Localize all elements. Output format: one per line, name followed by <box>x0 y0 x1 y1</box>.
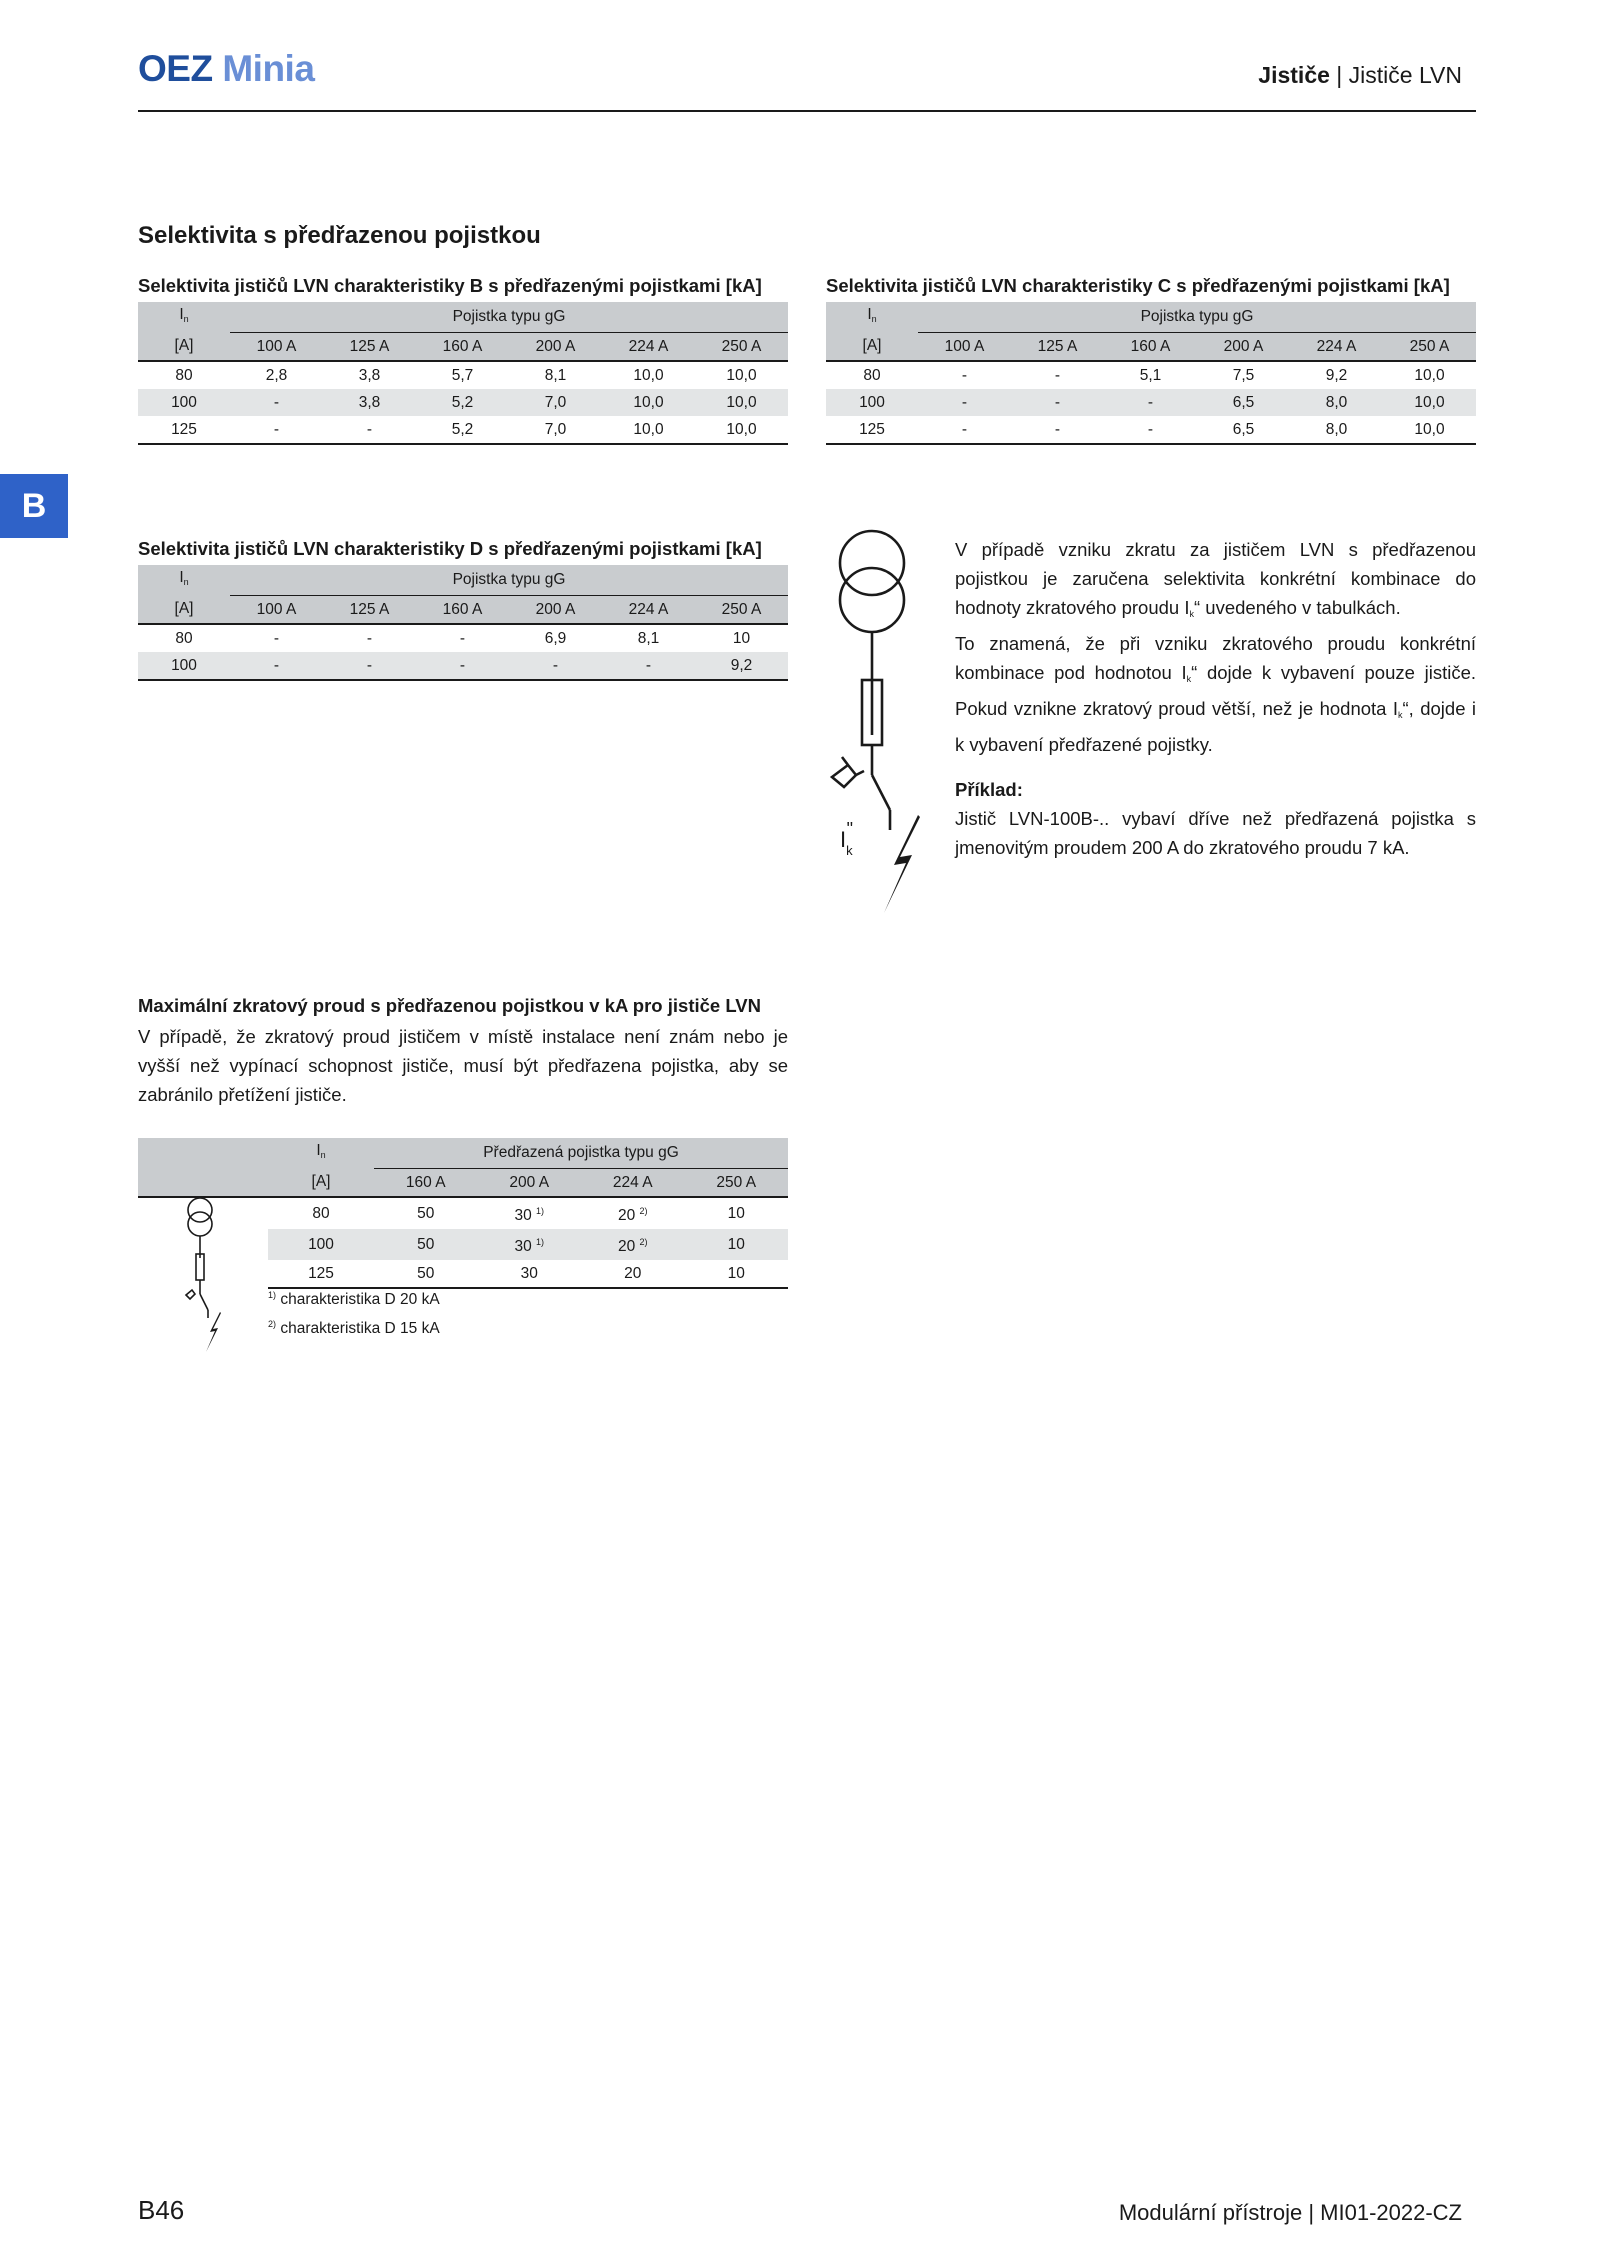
group-header: Pojistka typu gG <box>918 302 1476 332</box>
explanation-p1: V případě vzniku zkratu za jističem LVN s předřazenou pojistkou je zaručena selektivita konkrétní kombinace do hodnoty zkratového proudu $I_k“$ uvedeného v tabulkách. <box>955 539 1476 619</box>
cell: - <box>1104 416 1197 444</box>
footnotes <box>268 1283 440 1341</box>
cell: 20 $^{2)}$ <box>617 1205 648 1224</box>
section-tab: B <box>0 474 68 538</box>
column-header: 100 A <box>918 332 1011 361</box>
cell: 10,0 <box>1383 389 1476 416</box>
cell: 7,5 <box>1232 366 1255 384</box>
cell: 10,0 <box>602 389 695 416</box>
cell: 10,0 <box>695 416 788 444</box>
table-b <box>138 302 788 445</box>
cell: 80 <box>175 629 193 647</box>
group-header: Pojistka typu gG <box>230 565 788 595</box>
cell: 8,1 <box>544 366 567 384</box>
unit-header: [A] <box>138 595 230 624</box>
cell: 5,2 <box>416 416 509 444</box>
diagram-column-header <box>138 1138 268 1168</box>
column-header: 250 A <box>695 332 788 361</box>
cell: 50 <box>374 1229 478 1260</box>
cell: - <box>1011 416 1104 444</box>
table-row <box>826 389 1476 416</box>
cell: 5,2 <box>416 389 509 416</box>
max-section-text: V případě, že zkratový proud jističem v místě instalace není znám nebo je vyšší než vypínací schopnost jističe, musí být předřazena pojistka, aby se zabránilo přetížení jističe. <box>138 1026 788 1105</box>
transformer-coil-upper <box>188 1198 212 1222</box>
cell: 80 <box>863 366 881 384</box>
cell: - <box>961 366 968 384</box>
in-header: $I_n$ <box>138 302 230 332</box>
cell: - <box>230 416 323 444</box>
cell: 5,7 <box>451 366 474 384</box>
cell: 6,5 <box>1197 416 1290 444</box>
column-header: 160 A <box>416 595 509 624</box>
column-header: 224 A <box>581 1168 685 1197</box>
category-name: Jističe LVN <box>1348 62 1462 88</box>
cell: 10 <box>732 629 751 647</box>
header-divider <box>138 110 1476 112</box>
column-header: 224 A <box>1290 332 1383 361</box>
cell: 9,2 <box>1325 366 1348 384</box>
group-header: Pojistka typu gG <box>230 302 788 332</box>
cell: 7,0 <box>509 389 602 416</box>
cell: 10,0 <box>633 366 664 384</box>
in-header: $I_n$ <box>138 565 230 595</box>
page-number: B46 <box>138 2195 185 2225</box>
breaker-switch <box>872 775 890 810</box>
cell: 10,0 <box>602 416 695 444</box>
cell: - <box>230 389 323 416</box>
table-row <box>138 361 788 389</box>
cell: 30 $^{1)}$ <box>514 1205 545 1224</box>
column-header: 224 A <box>602 332 695 361</box>
cell: - <box>918 416 1011 444</box>
cell: 10,0 <box>726 366 757 384</box>
column-header: 160 A <box>374 1168 478 1197</box>
cell: 125 <box>138 416 230 444</box>
cell: 10,0 <box>695 389 788 416</box>
circuit-diagram-small <box>180 1196 230 1356</box>
column-header: 200 A <box>509 595 602 624</box>
cell: 6,5 <box>1197 389 1290 416</box>
cell: - <box>459 629 466 647</box>
column-header: 200 A <box>509 332 602 361</box>
column-header: 200 A <box>478 1168 582 1197</box>
column-header: 250 A <box>695 595 788 624</box>
cell: 2,8 <box>265 366 288 384</box>
table-row <box>826 416 1476 444</box>
logo-brand: OEZ <box>138 48 213 89</box>
table-c <box>826 302 1476 445</box>
explanation-text <box>955 535 1476 862</box>
cell: - <box>323 416 416 444</box>
logo-product: Minia <box>222 48 315 89</box>
table-c-caption: Selektivita jističů LVN charakteristiky C s předřazenými pojistkami [kA] <box>826 275 1450 296</box>
table-row <box>138 1260 788 1288</box>
max-section-title: Maximální zkratový proud s předřazenou pojistkou v kA pro jističe LVN <box>138 995 761 1016</box>
column-header: 100 A <box>230 332 323 361</box>
cell: 7,0 <box>509 416 602 444</box>
in-header: $I_n$ <box>826 302 918 332</box>
cell: 3,8 <box>358 366 381 384</box>
document-id: Modulární přístroje | MI01-2022-CZ <box>1118 2200 1462 2225</box>
table-row <box>138 416 788 444</box>
column-header: 125 A <box>1011 332 1104 361</box>
footnote-2: $^{2)}$ charakteristika D 15 kA <box>268 1319 440 1337</box>
group-header: Předřazená pojistka typu gG <box>374 1138 788 1168</box>
cell: 3,8 <box>323 389 416 416</box>
table-d <box>138 565 788 681</box>
table-row <box>826 361 1476 389</box>
cell: - <box>918 389 1011 416</box>
cell: - <box>1011 389 1104 416</box>
table-max <box>138 1138 788 1289</box>
table-row <box>138 389 788 416</box>
unit-header: [A] <box>826 332 918 361</box>
cell: 125 <box>826 416 918 444</box>
cell: 20 $^{2)}$ <box>581 1229 685 1260</box>
category-separator: | <box>1336 62 1343 88</box>
cell: 10 <box>685 1229 789 1260</box>
unit-header: [A] <box>138 332 230 361</box>
cell: 80 <box>175 366 193 384</box>
cell: - <box>602 652 695 680</box>
section-title: Selektivita s předřazenou pojistkou <box>138 222 541 249</box>
cell: 6,9 <box>544 629 567 647</box>
footnote-1: $^{1)}$ charakteristika D 20 kA <box>268 1290 440 1308</box>
table-row <box>138 1197 788 1229</box>
cell: - <box>230 652 323 680</box>
cell: 50 <box>417 1204 435 1222</box>
column-header: 160 A <box>1104 332 1197 361</box>
column-header: 250 A <box>685 1168 789 1197</box>
cell: 10 <box>727 1204 745 1222</box>
breaker-trip-symbol <box>186 1290 195 1299</box>
column-header: 200 A <box>1197 332 1290 361</box>
cell: 100 <box>138 652 230 680</box>
column-header: 100 A <box>230 595 323 624</box>
unit-header: [A] <box>268 1168 374 1197</box>
transformer-coil-upper <box>840 531 904 595</box>
breaker-trip-symbol <box>832 757 864 787</box>
example-text: Jistič LVN-100B-.. vybaví dříve než předřazená pojistka s jmenovitým proudem 200 A do zkratového proudu 7 kA. <box>955 808 1476 858</box>
cell: 100 <box>138 389 230 416</box>
table-row <box>138 624 788 652</box>
cell: 30 <box>478 1260 582 1288</box>
brand-logo <box>138 48 314 90</box>
in-header: $I_n$ <box>268 1138 374 1168</box>
transformer-coil-lower <box>188 1212 212 1236</box>
table-d-caption: Selektivita jističů LVN charakteristiky D s předřazenými pojistkami [kA] <box>138 538 762 559</box>
header-category <box>1258 62 1462 89</box>
cell: - <box>366 629 373 647</box>
cell: 10,0 <box>1383 416 1476 444</box>
diagram-column-header <box>138 1168 268 1197</box>
cell: 10 <box>685 1260 789 1288</box>
cell: 100 <box>268 1229 374 1260</box>
cell: 10,0 <box>1414 366 1445 384</box>
cell: 20 <box>581 1260 685 1288</box>
category-bold: Jističe <box>1258 62 1330 88</box>
column-header: 250 A <box>1383 332 1476 361</box>
cell: 80 <box>312 1204 330 1222</box>
column-header: 125 A <box>323 595 416 624</box>
cell: 30 $^{1)}$ <box>478 1229 582 1260</box>
breaker-switch <box>200 1294 208 1310</box>
table-b-caption: Selektivita jističů LVN charakteristiky B s předřazenými pojistkami [kA] <box>138 275 762 296</box>
cell: - <box>323 652 416 680</box>
cell: 125 <box>268 1260 374 1288</box>
transformer-coil-lower <box>840 568 904 632</box>
column-header: 160 A <box>416 332 509 361</box>
column-header: 224 A <box>602 595 695 624</box>
table-row <box>138 652 788 680</box>
column-header: 125 A <box>323 332 416 361</box>
cell: - <box>416 652 509 680</box>
cell: 8,1 <box>637 629 660 647</box>
cell: 8,0 <box>1290 389 1383 416</box>
cell: 50 <box>374 1260 478 1288</box>
cell: 8,0 <box>1290 416 1383 444</box>
cell: - <box>1054 366 1061 384</box>
example-title: Příklad: <box>955 779 1023 800</box>
cell: - <box>509 652 602 680</box>
cell: 100 <box>826 389 918 416</box>
cell: - <box>1104 389 1197 416</box>
circuit-diagram-large <box>820 525 940 920</box>
cell: 5,1 <box>1139 366 1162 384</box>
cell: - <box>273 629 280 647</box>
table-row <box>138 1229 788 1260</box>
diagram-label: $I_k$" <box>840 819 854 858</box>
explanation-p2: To znamená, že při vzniku zkratového proudu konkrétní kombinace pod hodnotou $I_k“$ dojde k vybavení pouze jističe. Pokud vznikne zkratový proud větší, než je hodnota $I_k“$, dojde i k vybavení předřazené pojistky. <box>955 633 1476 755</box>
cell: 9,2 <box>695 652 788 680</box>
